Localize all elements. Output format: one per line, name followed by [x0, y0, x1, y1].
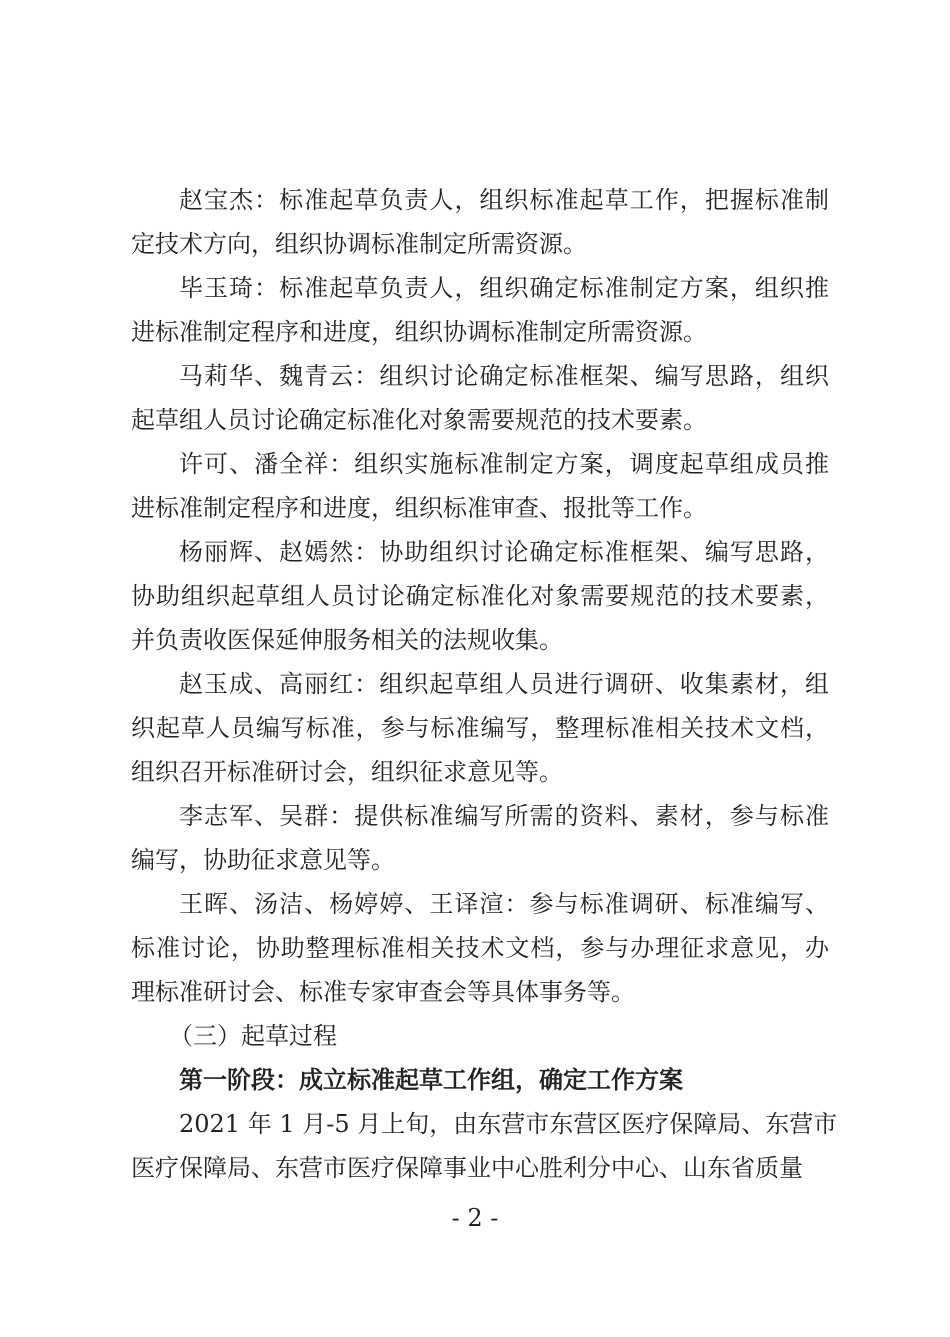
document-body — [131, 178, 838, 1190]
paragraph — [131, 442, 829, 530]
text-line: 医疗保障局、东营市医疗保障事业中心胜利分中心、山东省质量 — [131, 1154, 803, 1182]
text-line: 毕玉琦：标准起草负责人，组织确定标准制定方案，组织推 — [179, 274, 829, 302]
text-line: 马莉华、魏青云：组织讨论确定标准框架、编写思路，组织 — [179, 362, 829, 390]
paragraph — [131, 794, 829, 882]
text-line: 组织召开标准研讨会，组织征求意见等。 — [131, 758, 563, 786]
text-line: 第一阶段：成立标准起草工作组，确定工作方案 — [179, 1065, 683, 1094]
text-line: 织起草人员编写标准，参与标准编写，整理标准相关技术文档， — [131, 714, 829, 742]
text-line: 定技术方向，组织协调标准制定所需资源。 — [131, 230, 587, 258]
section-heading — [131, 1014, 829, 1058]
paragraph — [131, 178, 829, 266]
text-line: 进标准制定程序和进度，组织标准审查、报批等工作。 — [131, 494, 707, 522]
paragraph — [131, 662, 829, 794]
page-number: - 2 - — [451, 1204, 499, 1232]
text-line: 起草组人员讨论确定标准化对象需要规范的技术要素。 — [131, 406, 707, 434]
text-line: 并负责收医保延伸服务相关的法规收集。 — [131, 626, 563, 654]
text-line: 编写，协助征求意见等。 — [131, 846, 395, 874]
text-line: 2021 年 1 月-5 月上旬，由东营市东营区医疗保障局、东营市 — [179, 1110, 838, 1138]
paragraph — [131, 354, 829, 442]
paragraph — [131, 266, 829, 354]
text-line: 赵玉成、高丽红：组织起草组人员进行调研、收集素材，组 — [179, 670, 829, 698]
text-line: 赵宝杰：标准起草负责人，组织标准起草工作，把握标准制 — [179, 186, 829, 214]
text-line: 许可、潘全祥：组织实施标准制定方案，调度起草组成员推 — [179, 450, 829, 478]
text-line: 理标准研讨会、标准专家审查会等具体事务等。 — [131, 978, 635, 1006]
text-line: 协助组织起草组人员讨论确定标准化对象需要规范的技术要素， — [131, 582, 829, 610]
text-line: 李志军、吴群：提供标准编写所需的资料、素材，参与标准 — [179, 802, 829, 830]
text-line: （三）起草过程 — [169, 1022, 337, 1050]
text-line: 进标准制定程序和进度，组织协调标准制定所需资源。 — [131, 318, 707, 346]
text-line: 标准讨论，协助整理标准相关技术文档，参与办理征求意见，办 — [131, 934, 829, 962]
paragraph — [131, 1102, 838, 1190]
text-line: 杨丽辉、赵嫣然：协助组织讨论确定标准框架、编写思路， — [179, 538, 829, 566]
text-line: 王晖、汤洁、杨婷婷、王译渲：参与标准调研、标准编写、 — [179, 890, 829, 918]
paragraph — [131, 530, 829, 662]
stage-heading — [131, 1058, 829, 1102]
paragraph — [131, 882, 829, 1014]
